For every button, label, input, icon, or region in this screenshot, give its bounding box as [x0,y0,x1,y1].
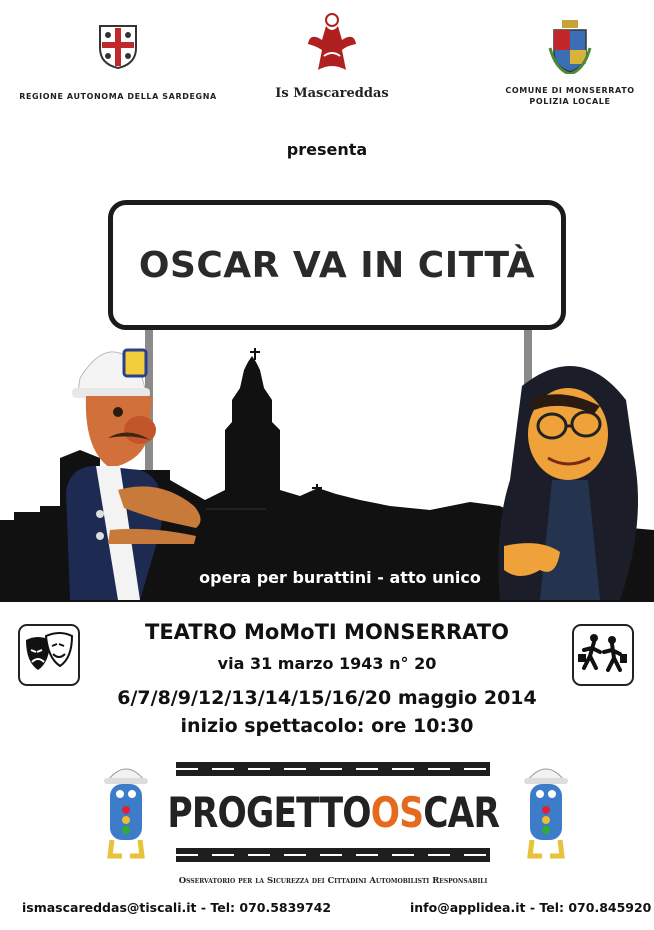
mascareddas-logo [262,10,402,101]
venue-address: via 31 marzo 1943 n° 20 [217,654,437,673]
road-dashes-bottom [176,854,490,856]
town-silhouette-scene [0,330,654,602]
street-sign [108,200,566,330]
mascareddas-name: Is Mascareddas [275,86,389,101]
traffic-light-mascot-icon [518,758,574,862]
monserrato-logo [500,18,640,106]
show-subtitle: opera per burattini - atto unico [199,568,481,587]
region-name: REGIONE AUTONOMA DELLA SARDEGNA [19,92,217,101]
traffic-light-mascot-icon [98,758,154,862]
progetto-oscar-logo [167,776,499,848]
logo-car: CAR [422,787,499,837]
sardinia-crest-icon [96,22,140,70]
hooded-puppet [498,366,638,600]
event-info [0,620,654,737]
monserrato-line1: COMUNE DI MONSERRATO [505,86,635,95]
venue-name: TEATRO MoMoTI MONSERRATO [145,620,509,644]
road-dashes-top [176,768,490,770]
presenta-label: presenta [286,140,368,159]
contact-mascareddas: ismascareddas@tiscali.it - Tel: 070.5839742 [22,900,332,915]
start-time: inizio spettacolo: ore 10:30 [180,715,474,737]
puppet-figure-icon [302,10,362,76]
monserrato-crest-icon [548,18,592,74]
progetto-oscar-road [167,762,499,862]
contact-applidea: info@applidea.it - Tel: 070.845920 [410,900,652,915]
show-title: OSCAR VA IN CITTÀ [138,244,536,286]
logo-os: OS [370,787,423,837]
monserrato-line2: POLIZIA LOCALE [529,97,611,106]
region-logo [18,22,218,101]
show-dates: 6/7/8/9/12/13/14/15/16/20 maggio 2014 [117,687,537,709]
logo-progetto: PROGETTO [167,787,371,837]
project-tagline: Osservatorio per la Sicurezza dei Cittadini Automobilisti Responsabili [178,876,488,886]
